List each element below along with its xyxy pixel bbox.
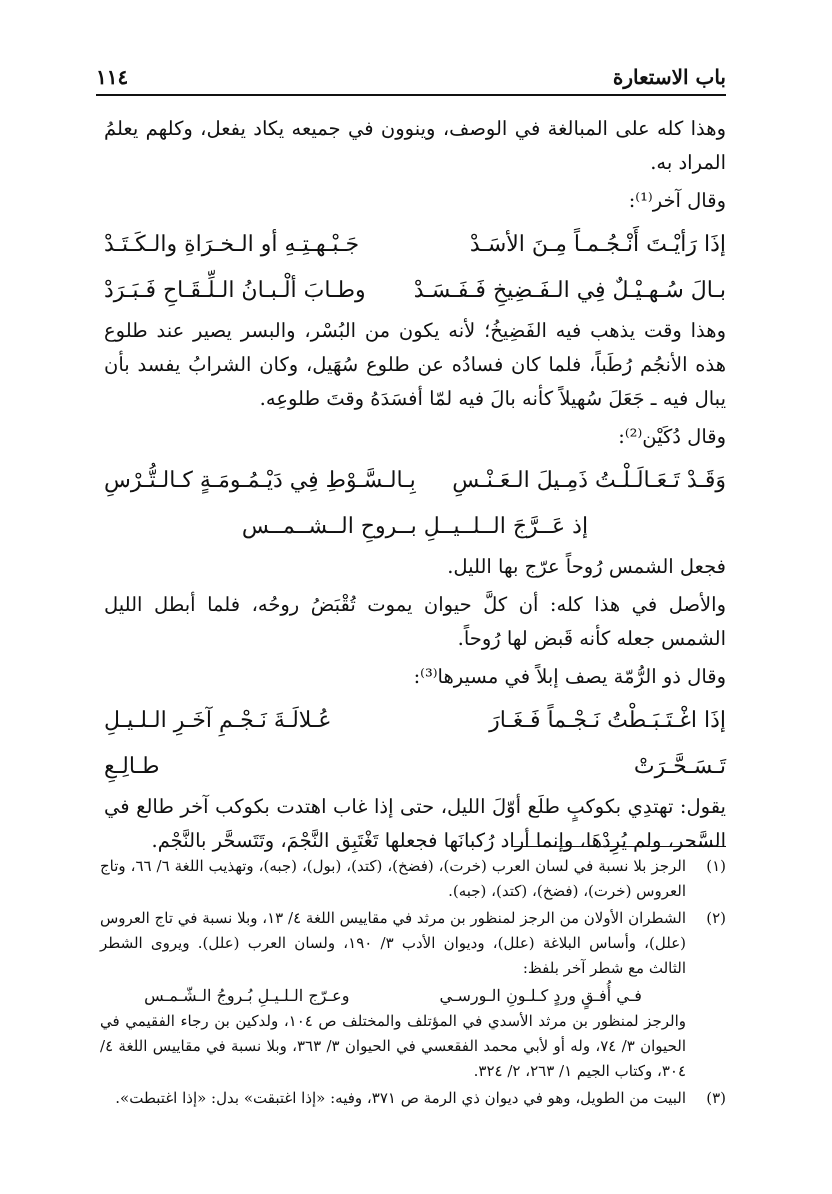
verse-line	[104, 222, 726, 268]
hemistich-second: جَـبْـهـتِـهِ أو الـخـرَاةِ والـكَـتَـدْ	[104, 232, 360, 257]
paragraph: يقول: تهتدِي بكوكبٍ طلَع أوّلَ الليل، حتى إذا غاب اهتدت بكوكب آخر طالع في السَّحر، ولم يُرِدْهَا، وإنما أراد رُكبانَها فجعلها تَغْتَبِق النَّجْمَ، وتَتَسحَّر بالنَّجْم.	[104, 795, 726, 852]
footnote-text: الرجز بلا نسبة في لسان العرب (خرت)، (فضخ)، (كتد)، (بول)، (جبه)، وتهذيب اللغة ٦/ ٦٦، وتاج العروس (خرت)، (فضخ)، (كتد)، (جبه).	[100, 857, 687, 900]
verse-line	[104, 268, 726, 314]
hemistich-second: بِـالـسَّـوْطِ فِي دَيْـمُـومَـةٍ كـالـتُّـرْسِ	[104, 468, 416, 493]
paragraph: وهذا وقت يذهب فيه الفَضِيخُ؛ لأنه يكون من البُسْر، والبسر يصير عند طلوع هذه الأنجُم رُطَباً، فلما كان فسادُه عن طلوع سُهَيل، وكان الشرابُ يفسد بأن يبال فيه ـ جَعَلَ سُهيلاً كأنه بالَ فيه لمّا أفسَدَهُ وقتَ طلوعِه.	[104, 319, 726, 410]
hemistich-first: وَقَـدْ تَـعَـالَـلْـتُ ذَمِـيلَ الـعَـنْـسِ	[452, 468, 726, 493]
running-header	[96, 60, 726, 96]
chapter-title: باب الاستعارة	[612, 65, 726, 89]
verse-intro: وقال آخر⁽¹⁾:	[628, 189, 726, 212]
hemistich-first: إذَا رَأيْـتَ أَنْـجُـمـاً مِـنَ الأسَـدْ	[469, 232, 726, 257]
verse-intro: وقال دُكَيْن⁽²⁾:	[618, 425, 726, 448]
hemistich-second: وطـابَ ألْـبـانُ الـلِّـقَـاحِ فَـبَـرَدْ	[104, 278, 366, 303]
paragraph: فجعل الشمس رُوحاً عرّج بها الليل.	[447, 555, 726, 578]
footnote-text: البيت من الطويل، وهو في ديوان ذي الرمة ص ٣٧١، وفيه: «إذا اغتبقت» بدل: «إذا اغتبطت».	[115, 1089, 686, 1107]
footnote	[100, 1086, 726, 1111]
hemistich-first: فـي أُفـقٍ وردٍ كـلـونِ الـورسـي	[439, 986, 642, 1005]
footnotes	[100, 854, 726, 1113]
footnote	[100, 906, 726, 981]
page-number: ١١٤	[96, 65, 129, 89]
footnote-continued	[100, 1009, 726, 1084]
hemistich-single: إذ عَــرَّجَ الــلــيــلِ بــروحِ الــشــمــس	[241, 514, 589, 539]
paragraph: وهذا كله على المبالغة في الوصف، وينوون في جميعه يكاد يفعل، وكلهم يعلمُ المراد به.	[104, 117, 726, 174]
paragraph: والأصل في هذا كله: أن كلَّ حيوان يموت تُقْبَضُ روحُه، فلما أبطل الليل الشمس جعله كأنه قَبض لها رُوحاً.	[104, 593, 726, 650]
hemistich-second: عُـلالَـةَ نَـجْـمِ آخَـرِ الـلـيـلِ طـالِـعِ	[104, 708, 332, 779]
hemistich-first: إذَا اغْـتَـبَـطْتُ نَـجْـماً فَـغَـارَ تَـسَـحَّـرَتْ	[489, 708, 726, 779]
hemistich-first: بـالَ سُـهـيْـلٌ فِي الـفَـضِيخِ فَـفَـسَـدْ	[413, 278, 726, 303]
footnote-text: الشطران الأولان من الرجز لمنظور بن مرثد في مقاييس اللغة ٤/ ١٣، وبلا نسبة في تاج العروس (علل)، وأساس البلاغة (علل)، وديوان الأدب ٣/ ١٩٠، ولسان العرب (علل). ويروى الشطر الثالث مع شطر آخر بلفظ:	[100, 909, 687, 977]
hemistich-second: وعـرّج الـلـيـلِ بُـروجُ الـشّـمـس	[144, 986, 350, 1005]
footnote-text: والرجز لمنظور بن مرثد الأسدي في المؤتلف والمختلف ص ١٠٤، ولدكين بن رجاء الفقيمي في الحيوان ٣/ ٧٤، وله أو لأبي محمد الفقعسي في الحيوان ٣/ ٣٦٣، وبلا نسبة في مقاييس اللغة ٤/ ٣٠٤، وكتاب الجيم ١/ ٢٦٣، ٢/ ٣٢٤.	[100, 1012, 686, 1080]
main-text	[104, 112, 726, 862]
verse-line	[104, 504, 726, 550]
verse-line	[104, 458, 726, 504]
footnote-number: (٢)	[706, 909, 726, 927]
footnote-number: (١)	[706, 857, 726, 875]
footnote-verse	[100, 983, 686, 1009]
verse-line	[104, 698, 726, 790]
footnote-number: (٣)	[706, 1089, 726, 1107]
footnote	[100, 854, 726, 904]
verse-intro: وقال ذو الرُّمّة يصف إبلاً في مسيرها⁽³⁾:	[413, 665, 726, 688]
footnote-number-spacer	[686, 1009, 726, 1084]
footnote-divider	[512, 846, 726, 847]
